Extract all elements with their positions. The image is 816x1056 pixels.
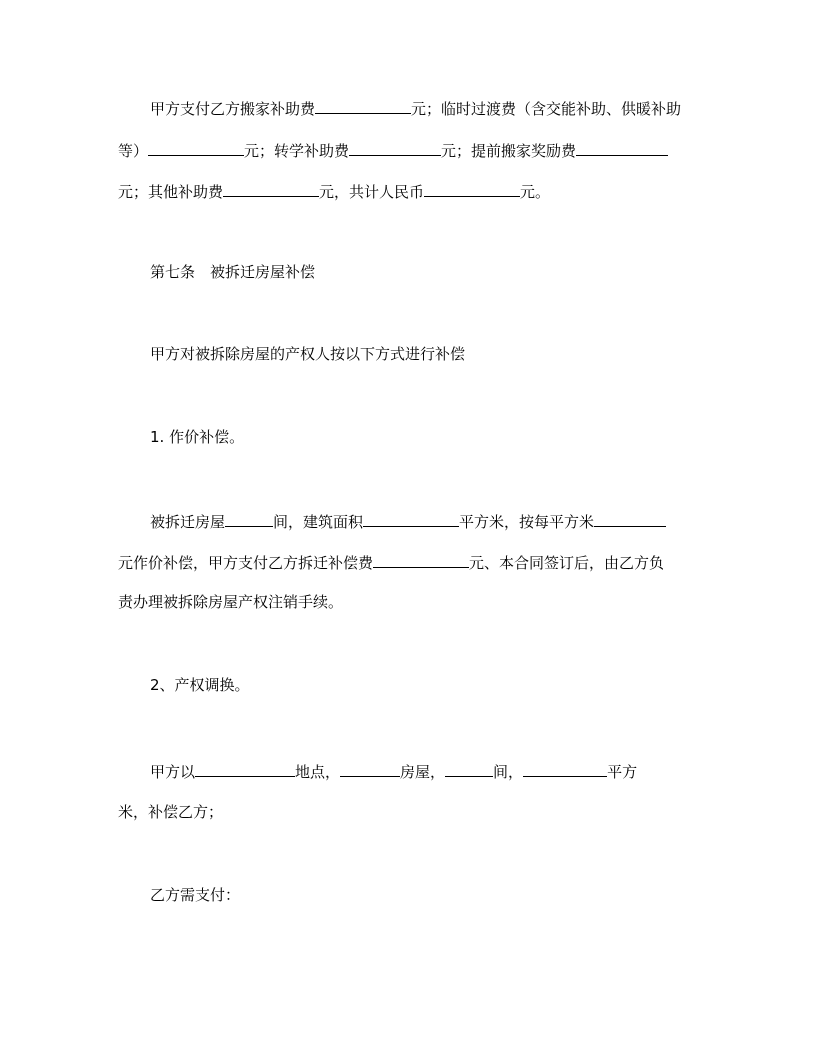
text-segment: 元。 [520, 183, 551, 201]
fill-blank [363, 510, 459, 527]
text-segment: 元；其他补助费 [118, 183, 224, 201]
paragraph-line: 责办理被拆除房屋产权注销手续。 [118, 593, 344, 611]
paragraph-line: 米，补偿乙方； [118, 803, 224, 821]
paragraph-line [118, 139, 668, 159]
text-segment: 平方 [607, 763, 638, 781]
fill-blank [225, 510, 273, 527]
fill-blank [576, 139, 668, 156]
fill-blank [373, 551, 469, 568]
paragraph-line: 乙方需支付： [150, 886, 241, 904]
paragraph-line [150, 97, 681, 117]
text-segment: 地点， [295, 763, 341, 781]
fill-blank [340, 760, 400, 777]
fill-blank [315, 97, 411, 114]
fill-blank [195, 760, 295, 777]
text-segment: 被拆迁房屋 [150, 513, 226, 531]
text-segment: 间，建筑面积 [273, 513, 364, 531]
text-segment: 元；提前搬家奖励费 [441, 142, 577, 160]
fill-blank [223, 180, 319, 197]
paragraph-line [150, 760, 637, 780]
paragraph-line [118, 551, 664, 571]
text-segment: 元作价补偿，甲方支付乙方拆迁补偿费 [118, 554, 374, 572]
paragraph-line [150, 510, 666, 530]
paragraph-line: 甲方对被拆除房屋的产权人按以下方式进行补偿 [150, 345, 466, 363]
list-item-heading: 1. 作价补偿。 [150, 428, 245, 446]
text-segment: 元；转学补助费 [244, 142, 350, 160]
fill-blank [349, 139, 441, 156]
text-segment: 等） [118, 142, 149, 160]
paragraph-line [118, 180, 550, 200]
text-segment: 元；临时过渡费（含交能补助、供暖补助 [411, 100, 682, 118]
list-item-heading: 2、产权调换。 [150, 676, 250, 694]
text-segment: 元，共计人民币 [319, 183, 425, 201]
article-heading: 第七条 被拆迁房屋补偿 [150, 263, 316, 281]
text-segment: 元、本合同签订后，由乙方负 [469, 554, 665, 572]
fill-blank [523, 760, 607, 777]
fill-blank [445, 760, 493, 777]
fill-blank [424, 180, 520, 197]
text-segment: 甲方以 [150, 763, 196, 781]
fill-blank [594, 510, 666, 527]
fill-blank [148, 139, 244, 156]
text-segment: 平方米，按每平方米 [459, 513, 595, 531]
text-segment: 间， [493, 763, 524, 781]
text-segment: 甲方支付乙方搬家补助费 [150, 100, 316, 118]
text-segment: 房屋， [400, 763, 446, 781]
